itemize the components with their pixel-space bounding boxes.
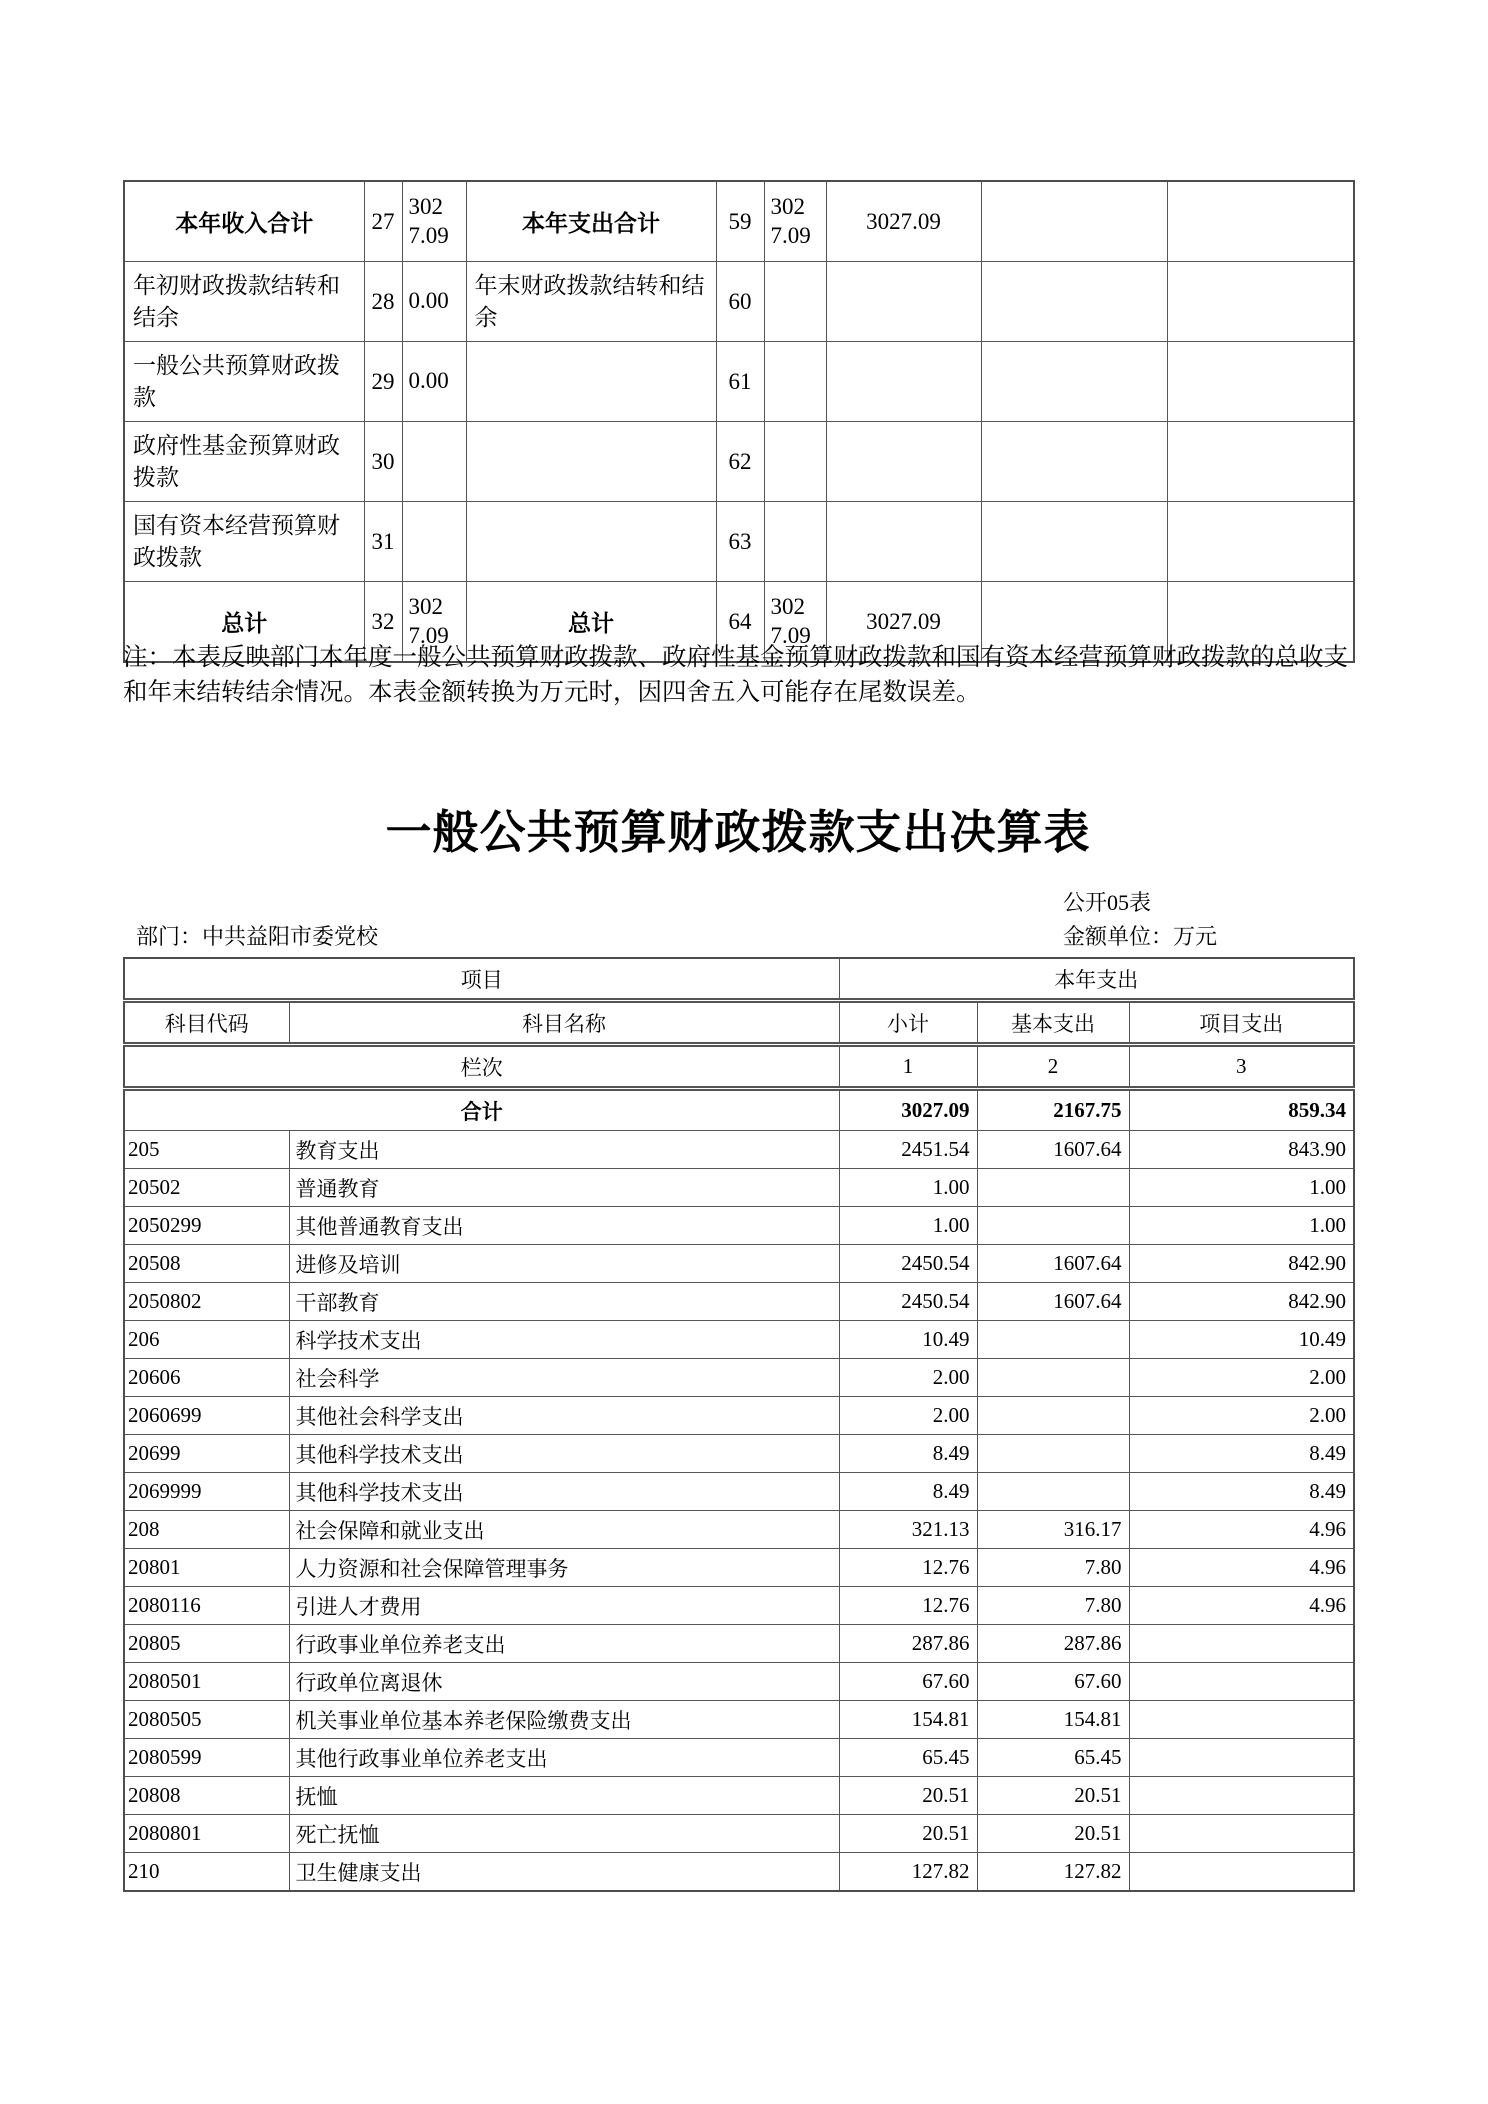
- subject-name: 社会科学: [289, 1359, 839, 1397]
- unit-label: 金额单位：万元: [1063, 924, 1218, 949]
- expenditure-row: [124, 1245, 1354, 1283]
- subject-name: 其他行政事业单位养老支出: [289, 1739, 839, 1777]
- left-line-no: 31: [364, 502, 402, 582]
- left-line-no: 32: [364, 582, 402, 663]
- basic-expense-value: 67.60: [977, 1663, 1129, 1701]
- right-amount-wide: [826, 502, 981, 582]
- right-item-label: [466, 422, 716, 502]
- project-expense-value: 1.00: [1129, 1169, 1354, 1207]
- basic-expense-value: 1607.64: [977, 1245, 1129, 1283]
- total-basic: 2167.75: [977, 1089, 1129, 1131]
- subject-name: 教育支出: [289, 1131, 839, 1169]
- project-expense-value: 4.96: [1129, 1549, 1354, 1587]
- project-expense-value: [1129, 1701, 1354, 1739]
- empty-cell: [981, 262, 1167, 342]
- project-expense-value: 842.90: [1129, 1283, 1354, 1321]
- right-line-no: 63: [716, 502, 764, 582]
- basic-expense-value: [977, 1207, 1129, 1245]
- subject-code: 20606: [124, 1359, 289, 1397]
- subject-code: 2060699: [124, 1397, 289, 1435]
- balance-row: [124, 342, 1354, 422]
- project-expense-value: 10.49: [1129, 1321, 1354, 1359]
- subtotal-value: 1.00: [839, 1207, 977, 1245]
- subject-code: 20508: [124, 1245, 289, 1283]
- basic-expense-value: [977, 1397, 1129, 1435]
- expenditure-row: [124, 1511, 1354, 1549]
- basic-expense-value: 20.51: [977, 1815, 1129, 1853]
- project-expense-value: 4.96: [1129, 1511, 1354, 1549]
- right-amount-wide: [826, 422, 981, 502]
- header-col-3: 3: [1129, 1045, 1354, 1089]
- project-expense-value: 1.00: [1129, 1207, 1354, 1245]
- subtotal-value: 12.76: [839, 1549, 977, 1587]
- left-amount: [402, 422, 466, 502]
- balance-row: [124, 181, 1354, 262]
- right-line-no: 64: [716, 582, 764, 663]
- project-expense-value: [1129, 1777, 1354, 1815]
- subject-code: 2069999: [124, 1473, 289, 1511]
- header-name: 科目名称: [289, 1001, 839, 1045]
- basic-expense-value: 7.80: [977, 1549, 1129, 1587]
- basic-expense-value: 20.51: [977, 1777, 1129, 1815]
- header-row-index-label: 栏次: [124, 1045, 839, 1089]
- left-item-label: 政府性基金预算财政拨款: [124, 422, 364, 502]
- basic-expense-value: [977, 1169, 1129, 1207]
- header-row-columns: [124, 1001, 1354, 1045]
- basic-expense-value: 287.86: [977, 1625, 1129, 1663]
- project-expense-value: [1129, 1815, 1354, 1853]
- subject-code: 205: [124, 1131, 289, 1169]
- expenditure-row: [124, 1169, 1354, 1207]
- expenditure-row: [124, 1739, 1354, 1777]
- left-item-label: 本年收入合计: [124, 181, 364, 262]
- subtotal-value: 1.00: [839, 1169, 977, 1207]
- subtotal-value: 127.82: [839, 1853, 977, 1892]
- subject-code: 2050299: [124, 1207, 289, 1245]
- table-code-label: 公开05表: [1063, 890, 1152, 915]
- subject-name: 行政单位离退休: [289, 1663, 839, 1701]
- empty-cell: [1167, 342, 1354, 422]
- subject-name: 其他科学技术支出: [289, 1435, 839, 1473]
- project-expense-value: 8.49: [1129, 1435, 1354, 1473]
- empty-cell: [1167, 181, 1354, 262]
- header-col-2: 2: [977, 1045, 1129, 1089]
- empty-cell: [981, 502, 1167, 582]
- subtotal-value: 321.13: [839, 1511, 977, 1549]
- subject-code: 210: [124, 1853, 289, 1892]
- subtotal-value: 8.49: [839, 1473, 977, 1511]
- subject-code: 208: [124, 1511, 289, 1549]
- basic-expense-value: 7.80: [977, 1587, 1129, 1625]
- subtotal-value: 2.00: [839, 1397, 977, 1435]
- basic-expense-value: 154.81: [977, 1701, 1129, 1739]
- left-line-no: 30: [364, 422, 402, 502]
- subject-name: 引进人才费用: [289, 1587, 839, 1625]
- expenditure-row: [124, 1853, 1354, 1892]
- balance-row: [124, 502, 1354, 582]
- project-expense-value: 842.90: [1129, 1245, 1354, 1283]
- right-amount: [764, 342, 826, 422]
- header-year-expense: 本年支出: [839, 958, 1354, 1001]
- expenditure-row: [124, 1815, 1354, 1853]
- left-item-label: 总计: [124, 582, 364, 663]
- right-amount: [764, 422, 826, 502]
- left-item-label: 国有资本经营预算财政拨款: [124, 502, 364, 582]
- subject-code: 20699: [124, 1435, 289, 1473]
- header-basic-expense: 基本支出: [977, 1001, 1129, 1045]
- right-amount: 3027.09: [764, 181, 826, 262]
- expenditure-row: [124, 1321, 1354, 1359]
- basic-expense-value: [977, 1321, 1129, 1359]
- empty-cell: [981, 181, 1167, 262]
- project-expense-value: 2.00: [1129, 1397, 1354, 1435]
- right-item-label: 总计: [466, 582, 716, 663]
- basic-expense-value: 65.45: [977, 1739, 1129, 1777]
- left-line-no: 28: [364, 262, 402, 342]
- total-subtotal: 3027.09: [839, 1089, 977, 1131]
- left-amount: 0.00: [402, 262, 466, 342]
- expenditure-row: [124, 1397, 1354, 1435]
- subtotal-value: 2451.54: [839, 1131, 977, 1169]
- right-item-label: [466, 502, 716, 582]
- subtotal-value: 2450.54: [839, 1283, 977, 1321]
- subject-code: 2080599: [124, 1739, 289, 1777]
- basic-expense-value: 1607.64: [977, 1283, 1129, 1321]
- subject-name: 普通教育: [289, 1169, 839, 1207]
- header-code: 科目代码: [124, 1001, 289, 1045]
- right-amount: 3027.09: [764, 582, 826, 663]
- subject-name: 其他社会科学支出: [289, 1397, 839, 1435]
- expenditure-row: [124, 1625, 1354, 1663]
- subject-name: 进修及培训: [289, 1245, 839, 1283]
- subtotal-value: 2.00: [839, 1359, 977, 1397]
- left-item-label: 年初财政拨款结转和结余: [124, 262, 364, 342]
- subtotal-value: 10.49: [839, 1321, 977, 1359]
- left-amount: [402, 502, 466, 582]
- expenditure-row: [124, 1587, 1354, 1625]
- subject-name: 死亡抚恤: [289, 1815, 839, 1853]
- subtotal-value: 2450.54: [839, 1245, 977, 1283]
- subtotal-value: 20.51: [839, 1815, 977, 1853]
- right-amount-wide: [826, 262, 981, 342]
- subject-name: 科学技术支出: [289, 1321, 839, 1359]
- empty-cell: [1167, 502, 1354, 582]
- basic-expense-value: 127.82: [977, 1853, 1129, 1892]
- expenditure-row: [124, 1777, 1354, 1815]
- header-col-1: 1: [839, 1045, 977, 1089]
- expenditure-row: [124, 1207, 1354, 1245]
- right-line-no: 62: [716, 422, 764, 502]
- expenditure-table: [123, 957, 1355, 1892]
- subject-code: 2080501: [124, 1663, 289, 1701]
- balance-row: [124, 422, 1354, 502]
- subject-name: 其他普通教育支出: [289, 1207, 839, 1245]
- right-item-label: 本年支出合计: [466, 181, 716, 262]
- subject-code: 206: [124, 1321, 289, 1359]
- empty-cell: [1167, 422, 1354, 502]
- subtotal-value: 154.81: [839, 1701, 977, 1739]
- subject-code: 20805: [124, 1625, 289, 1663]
- right-amount-wide: 3027.09: [826, 181, 981, 262]
- subject-name: 抚恤: [289, 1777, 839, 1815]
- empty-cell: [981, 422, 1167, 502]
- right-line-no: 59: [716, 181, 764, 262]
- subject-name: 机关事业单位基本养老保险缴费支出: [289, 1701, 839, 1739]
- subject-code: 2050802: [124, 1283, 289, 1321]
- left-item-label: 一般公共预算财政拨款: [124, 342, 364, 422]
- basic-expense-value: [977, 1473, 1129, 1511]
- right-line-no: 61: [716, 342, 764, 422]
- basic-expense-value: [977, 1435, 1129, 1473]
- basic-expense-value: 1607.64: [977, 1131, 1129, 1169]
- total-row: [124, 1089, 1354, 1131]
- subject-code: 20808: [124, 1777, 289, 1815]
- fiscal-balance-table: [123, 180, 1355, 663]
- subject-code: 20801: [124, 1549, 289, 1587]
- header-project: 项目: [124, 958, 839, 1001]
- expenditure-row: [124, 1701, 1354, 1739]
- project-expense-value: 843.90: [1129, 1131, 1354, 1169]
- project-expense-value: [1129, 1739, 1354, 1777]
- subject-name: 行政事业单位养老支出: [289, 1625, 839, 1663]
- subtotal-value: 287.86: [839, 1625, 977, 1663]
- subtotal-value: 67.60: [839, 1663, 977, 1701]
- expenditure-row: [124, 1549, 1354, 1587]
- project-expense-value: 2.00: [1129, 1359, 1354, 1397]
- basic-expense-value: [977, 1359, 1129, 1397]
- right-amount: [764, 502, 826, 582]
- left-amount: 3027.09: [402, 181, 466, 262]
- right-item-label: 年末财政拨款结转和结余: [466, 262, 716, 342]
- basic-expense-value: 316.17: [977, 1511, 1129, 1549]
- project-expense-value: 8.49: [1129, 1473, 1354, 1511]
- empty-cell: [1167, 262, 1354, 342]
- header-row-index: [124, 1045, 1354, 1089]
- project-expense-value: [1129, 1663, 1354, 1701]
- left-amount: 0.00: [402, 342, 466, 422]
- total-label: 合计: [124, 1089, 839, 1131]
- expenditure-row: [124, 1283, 1354, 1321]
- subject-name: 干部教育: [289, 1283, 839, 1321]
- right-line-no: 60: [716, 262, 764, 342]
- subject-code: 2080505: [124, 1701, 289, 1739]
- expenditure-row: [124, 1131, 1354, 1169]
- project-expense-value: [1129, 1625, 1354, 1663]
- total-project: 859.34: [1129, 1089, 1354, 1131]
- subtotal-value: 20.51: [839, 1777, 977, 1815]
- left-line-no: 29: [364, 342, 402, 422]
- subject-name: 社会保障和就业支出: [289, 1511, 839, 1549]
- subject-code: 20502: [124, 1169, 289, 1207]
- subject-name: 人力资源和社会保障管理事务: [289, 1549, 839, 1587]
- subtotal-value: 12.76: [839, 1587, 977, 1625]
- page-title: 一般公共预算财政拨款支出决算表: [385, 806, 1091, 858]
- expenditure-row: [124, 1359, 1354, 1397]
- table-note: 注：本表反映部门本年度一般公共预算财政拨款、政府性基金预算财政拨款和国有资本经营预算财政拨款的总收支和年末结转结余情况。本表金额转换为万元时，因四舍五入可能存在尾数误差。: [123, 644, 1348, 706]
- left-line-no: 27: [364, 181, 402, 262]
- subject-name: 其他科学技术支出: [289, 1473, 839, 1511]
- project-expense-value: [1129, 1853, 1354, 1892]
- right-item-label: [466, 342, 716, 422]
- expenditure-row: [124, 1473, 1354, 1511]
- header-project-expense: 项目支出: [1129, 1001, 1354, 1045]
- balance-row: [124, 262, 1354, 342]
- subtotal-value: 65.45: [839, 1739, 977, 1777]
- subtotal-value: 8.49: [839, 1435, 977, 1473]
- right-amount-wide: 3027.09: [826, 582, 981, 663]
- department-label: 部门：中共益阳市委党校: [136, 924, 379, 949]
- header-subtotal: 小计: [839, 1001, 977, 1045]
- subject-code: 2080116: [124, 1587, 289, 1625]
- subject-name: 卫生健康支出: [289, 1853, 839, 1892]
- right-amount: [764, 262, 826, 342]
- header-row-group: [124, 958, 1354, 1001]
- left-amount: 3027.09: [402, 582, 466, 663]
- expenditure-row: [124, 1435, 1354, 1473]
- subject-code: 2080801: [124, 1815, 289, 1853]
- expenditure-row: [124, 1663, 1354, 1701]
- empty-cell: [981, 342, 1167, 422]
- right-amount-wide: [826, 342, 981, 422]
- project-expense-value: 4.96: [1129, 1587, 1354, 1625]
